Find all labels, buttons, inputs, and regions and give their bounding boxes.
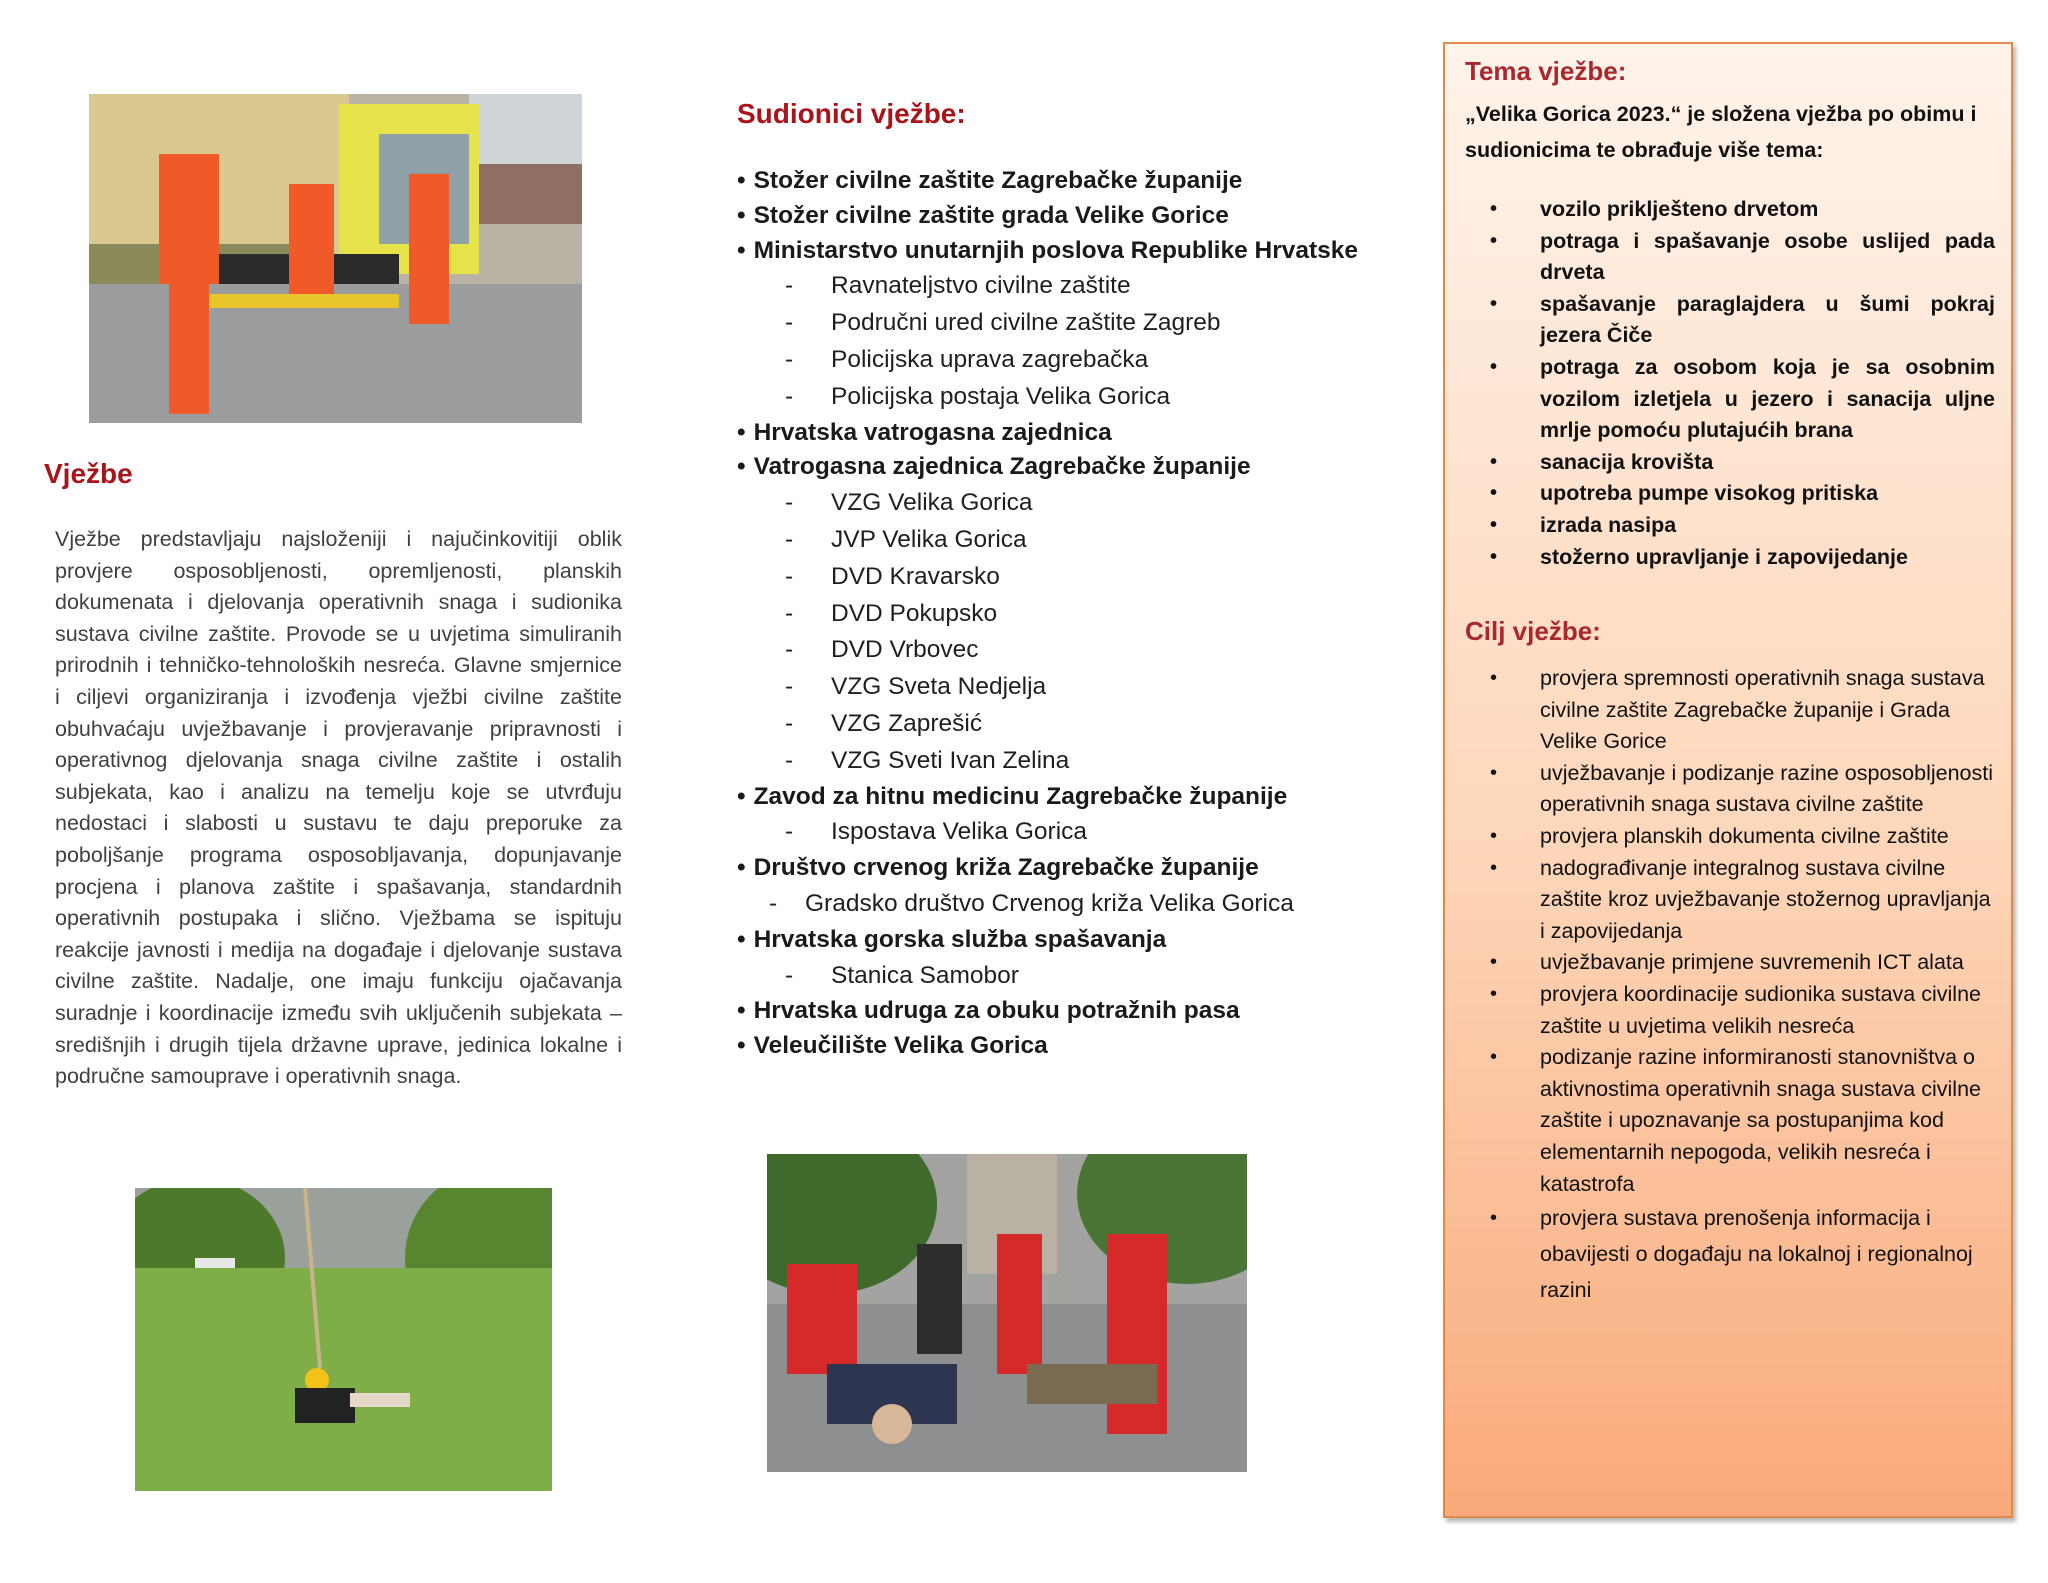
dash: - [785, 636, 794, 664]
list-item [737, 851, 1377, 886]
participant-label: Ravnateljstvo civilne zaštite [831, 272, 1131, 300]
goal-label: provjera koordinacije sudionika sustava civilne zaštite u uvjetima velikih nesreća [1540, 981, 1981, 1038]
bullet: • [1490, 482, 1498, 505]
bullet: • [737, 418, 746, 446]
bullet: • [1490, 1046, 1498, 1069]
bullet: • [737, 997, 746, 1025]
participant-label: Vatrogasna zajednica Zagrebačke županije [753, 453, 1251, 481]
bullet: • [1490, 292, 1498, 315]
participant-label: Zavod za hitnu medicinu Zagrebačke županije [753, 782, 1288, 810]
bullet: • [1490, 761, 1498, 784]
list-item [737, 596, 1377, 633]
topic-label: upotreba pumpe visokog pritiska [1540, 481, 1879, 506]
list-item [737, 164, 1377, 199]
list-item [1445, 289, 1995, 352]
bullet: • [1490, 198, 1498, 220]
list-item [737, 559, 1377, 596]
participant-label: JVP Velika Gorica [831, 525, 1027, 553]
theme-intro: „Velika Gorica 2023.“ je složena vježba po obimu i sudionicima te obrađuje više tema: [1465, 102, 1977, 162]
participant-label: DVD Kravarsko [831, 562, 1000, 590]
list-item [737, 958, 1377, 995]
bullet: • [1490, 513, 1498, 536]
list-item [1445, 478, 1995, 510]
list-item [737, 268, 1377, 305]
bullet: • [1490, 355, 1498, 378]
list-item [737, 706, 1377, 743]
participant-label: Ispostava Velika Gorica [831, 818, 1088, 846]
participant-label: Stožer civilne zaštite Zagrebačke županije [753, 167, 1243, 194]
dash: - [785, 489, 794, 517]
list-item [1445, 853, 2000, 948]
dash: - [785, 746, 794, 774]
bullet: • [1490, 856, 1498, 879]
goal-label: provjera sustava prenošenja informacija i obavijesti o događaju na lokalnoj i regionalnoj razini [1540, 1206, 1973, 1303]
list-item [1445, 758, 2000, 821]
dash: - [769, 889, 778, 917]
participant-label: Stanica Samobor [831, 961, 1019, 989]
topic-label: potraga i spašavanje osobe uslijed pada drveta [1540, 228, 1995, 285]
list-item [1445, 542, 1995, 574]
list-item [1445, 447, 1995, 479]
list-item [737, 450, 1377, 485]
photo-ambulance [89, 94, 582, 423]
participant-label: Ministarstvo unutarnjih poslova Republike Hrvatske [753, 236, 1359, 264]
goal-list [1445, 663, 2000, 1308]
list-item [1445, 979, 2000, 1042]
list-item [737, 416, 1377, 451]
topic-label: izrada nasipa [1540, 512, 1677, 537]
bullet: • [737, 201, 746, 229]
list-item [737, 234, 1377, 269]
participant-label: Hrvatska vatrogasna zajednica [753, 418, 1112, 446]
list-item [1445, 1200, 2000, 1308]
list-item [737, 1029, 1377, 1064]
topic-label: sanacija krovišta [1540, 449, 1714, 474]
list-item [737, 632, 1377, 669]
bullet: • [737, 167, 746, 194]
list-item [1445, 226, 1995, 289]
participant-label: Hrvatska gorska služba spašavanja [753, 925, 1167, 953]
section-heading-vjezbe: Vježbe [44, 458, 133, 489]
list-item [737, 669, 1377, 706]
goal-label: nadograđivanje integralnog sustava civilne zaštite kroz uvježbavanje stožernog upravljanja i zapovijedanja [1540, 855, 1991, 943]
participant-label: Društvo crvenog križa Zagrebačke županije [753, 854, 1259, 882]
participant-label: VZG Zaprešić [831, 709, 983, 737]
bullet: • [1490, 951, 1498, 974]
list-item [1445, 947, 2000, 979]
dash: - [785, 599, 794, 627]
participant-label: Gradsko društvo Crvenog križa Velika Gorica [805, 889, 1294, 917]
list-item [737, 780, 1377, 815]
list-item [1445, 1042, 2000, 1200]
participant-label: Policijska uprava zagrebačka [831, 345, 1149, 373]
dash: - [785, 309, 794, 337]
photo-rope [135, 1188, 552, 1491]
theme-heading: Tema vježbe: [1465, 56, 1627, 86]
list-item [737, 342, 1377, 379]
topic-label: spašavanje paraglajdera u šumi pokraj jezera Čiče [1540, 291, 1995, 348]
dash: - [785, 272, 794, 300]
topic-label: potraga za osobom koja je sa osobnim vozilom izletjela u jezero i sanacija uljne mrlje pomoću plutajućih brana [1540, 354, 1995, 443]
list-item [1445, 352, 1995, 447]
photo-stretchers [767, 1154, 1247, 1472]
dash: - [785, 382, 794, 410]
list-item [1445, 663, 2000, 758]
topic-label: vozilo priklješteno drvetom [1540, 197, 1819, 221]
list-item [737, 379, 1377, 416]
participant-label: Policijska postaja Velika Gorica [831, 382, 1171, 410]
list-item [737, 485, 1377, 522]
bullet: • [1490, 545, 1498, 568]
bullet: • [1490, 667, 1498, 689]
dash: - [785, 525, 794, 553]
goal-heading: Cilj vježbe: [1465, 616, 1601, 646]
goal-label: provjera spremnosti operativnih snaga sustava civilne zaštite Zagrebačke županije i Grada Velike Gorice [1540, 666, 1985, 754]
goal-label: provjera planskih dokumenta civilne zaštite [1540, 823, 1949, 848]
participant-label: VZG Velika Gorica [831, 489, 1033, 517]
dash: - [785, 818, 794, 846]
bullet: • [737, 453, 746, 481]
bullet: • [1490, 450, 1498, 473]
list-item [737, 522, 1377, 559]
dash: - [785, 709, 794, 737]
participants-list [737, 164, 1377, 1064]
list-item [737, 886, 1377, 923]
theme-box [1443, 42, 2013, 1518]
list-item [737, 994, 1377, 1029]
bullet: • [737, 782, 746, 810]
bullet: • [1490, 824, 1498, 847]
bullet: • [737, 854, 746, 882]
participant-label: VZG Sveta Nedjelja [831, 673, 1047, 701]
participant-label: Područni ured civilne zaštite Zagreb [831, 309, 1221, 337]
goal-label: uvježbavanje primjene suvremenih ICT alata [1540, 950, 1964, 975]
list-item [1445, 821, 2000, 853]
theme-topics-list [1445, 194, 1995, 573]
dash: - [785, 345, 794, 373]
bullet: • [737, 1032, 746, 1060]
participant-label: DVD Vrbovec [831, 636, 979, 664]
list-item [1445, 510, 1995, 542]
goal-label: podizanje razine informiranosti stanovništva o aktivnostima operativnih snaga sustava civilne zaštite i upoznavanje sa postupanjima kod elementarnih nepogoda, velikih nesreća i katastrofa [1540, 1045, 1981, 1196]
list-item [737, 305, 1377, 342]
topic-label: stožerno upravljanje i zapovijedanje [1540, 544, 1908, 569]
vjezbe-paragraph: Vježbe predstavljaju najsloženiji i najučinkovitiji oblik provjere osposobljenosti, opremljenosti, planskih dokumenata i djelovanja operativnih snaga i sudionika sustava civilne zaštite. Provode se u uvjetima simuliranih prirodnih i tehničko-tehnoloških nesreća. Glavne smjernice i ciljevi organiziranja i izvođenja vježbi civilne zaštite obuhvaćaju uvježbavanje i provjeravanje pripravnosti i operativnog djelovanja snaga civilne zaštite i ostalih subjekata, kao i analizu na temelju koje se utvrđuju nedostaci i slabosti u sustavu te daju preporuke za poboljšanje programa osposobljavanja, dopunjavanje procjena i planova zaštite i spašavanja, standardnih operativnih postupaka i slično. Vježbama se ispituju reakcije javnosti i medija na događaje i djelovanje sustava civilne zaštite. Nadalje, one imaju funkciju ojačavanja suradnje i koordinacije između svih uključenih subjekata – središnjih i drugih tijela državne uprave, jedinica lokalne i područne samouprave i operativnih snaga. [55, 527, 622, 1089]
participant-label: Stožer civilne zaštite grada Velike Gorice [753, 201, 1229, 229]
goal-label: uvježbavanje i podizanje razine osposobljenosti operativnih snaga sustava civilne zaštite [1540, 760, 1993, 817]
participant-label: DVD Pokupsko [831, 599, 998, 627]
dash: - [785, 673, 794, 701]
list-item [737, 743, 1377, 780]
bullet: • [1490, 1207, 1498, 1230]
participant-label: Hrvatska udruga za obuku potražnih pasa [753, 997, 1240, 1025]
bullet: • [1490, 229, 1498, 252]
bullet: • [1490, 982, 1498, 1005]
list-item [737, 923, 1377, 958]
participant-label: Veleučilište Velika Gorica [753, 1032, 1048, 1060]
section-heading-sudionici: Sudionici vježbe: [737, 98, 966, 129]
dash: - [785, 961, 794, 989]
list-item [737, 814, 1377, 851]
bullet: • [737, 236, 746, 264]
list-item [737, 199, 1377, 234]
dash: - [785, 562, 794, 590]
list-item [1445, 194, 1995, 226]
bullet: • [737, 925, 746, 953]
participant-label: VZG Sveti Ivan Zelina [831, 746, 1070, 774]
